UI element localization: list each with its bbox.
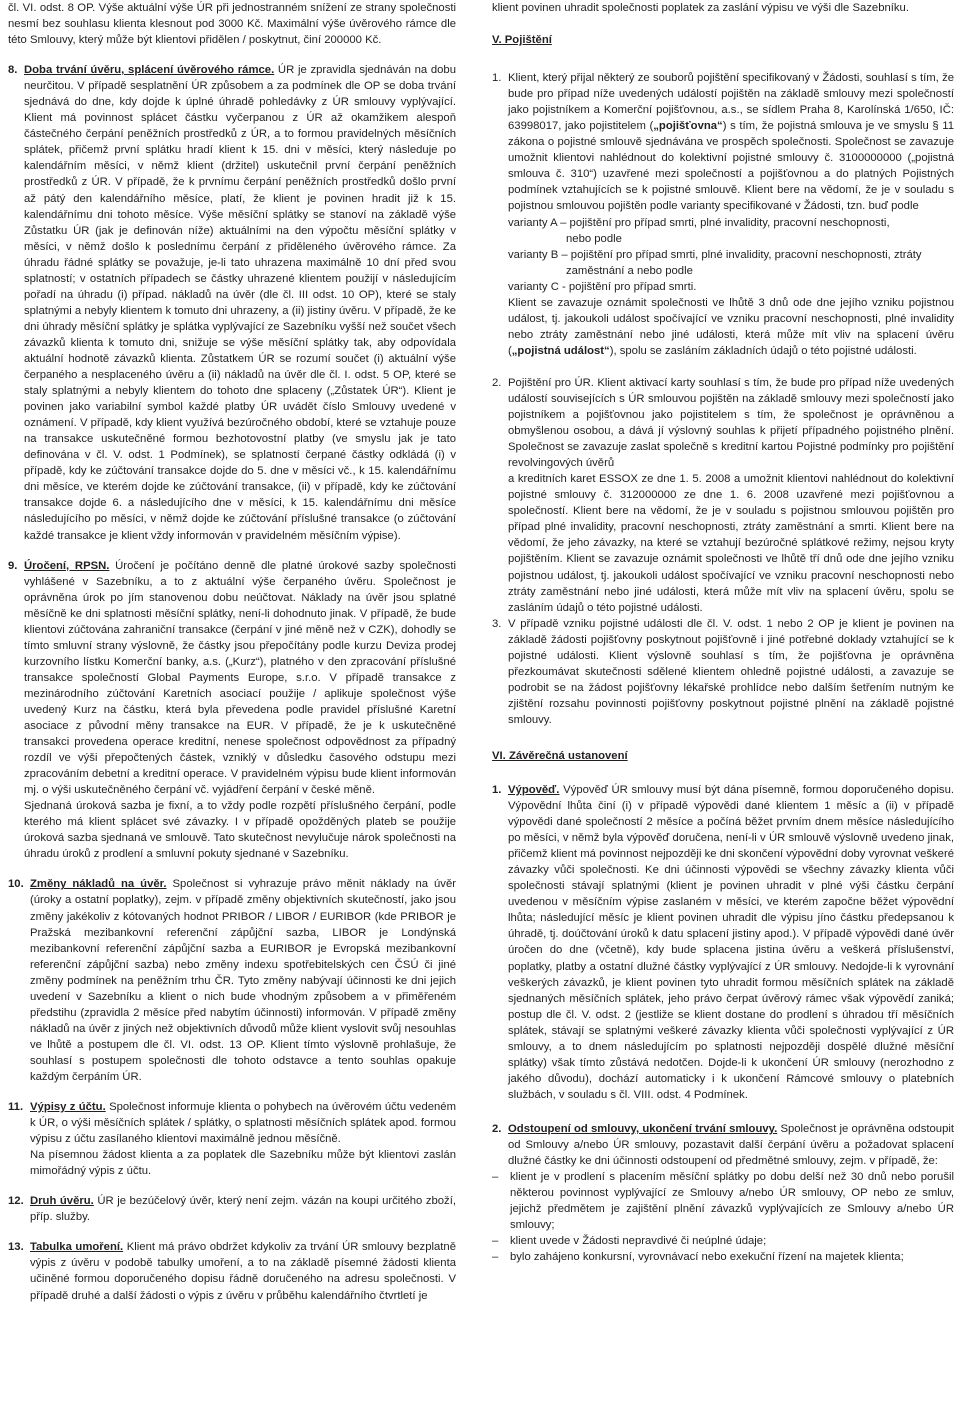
item-text: Pojištění pro ÚR. Klient aktivací karty souhlasí s tím, že bude pro případ níže uvedených událostí souvisejících s ÚR smlouvou pojištěn na základě smlouvy mezi společností jako pojistníkem a pojišťovnou jako pojistitelem s tím, že společnost je oprávněnou a obmyšlenou osobou, a dává jí výslovný souhlas k přijetí případného pojistného plnění. Společnost se zavazuje zaslat společně s kreditní kartou Pojistné podmínky pro pojištění revolvingových úvěrů (508, 376, 954, 470)
item-text: Společnost je oprávněna odstoupit od Smlouvy a/nebo ÚR smlouvy, pozastavit další čerpání úvěru a požadovat splacení dlužné částky ke dni účinnosti odstoupení od předmětné smlouvy, zejm. v případě, že: (508, 1122, 954, 1168)
section-text: ÚR je zpravidla sjednáván na dobu neurčitou. V případě sesplatnění ÚR způsobem a za podmínek dle OP se doba trvání sjednává do dne, kdy dojde k úplné úhradě pohledávky z ÚR smlouvy vyplývající. Klient má povinnost splácet částku vyčerpanou z ÚR až okamžikem alespoň částečného čerpání peněžních prostředků z ÚR, a to formou pravidelných měsíčních splátek, přičemž první splátku hradí klient k 15. dni v měsíci, který následuje po kalendářním měsíci, v němž klient (držitel) uskutečnil první čerpání peněžních prostředků z ÚR. V případě, že k prvnímu čerpání peněžních prostředků došlo první až pátý den kalendářního měsíce, platí, že klient je povinen hradit již k 15. kalendářnímu dni tohoto měsíce. Výše měsíční splátky se stanoví na základě výše Zůstatku ÚR (jak je definován níže) aktuálními na den výpočtu měsíční splátky v měsíci, v němž došlo k poslednímu čerpání z přiděleného úvěrového rámce. Za úhradu řádné splátky se považuje, je-li tato uhrazena maximálně 10 dní před svou splatností; v ostatních případech se částky uhrazené klientem použijí v následujícím pořadí na úhradu (i) případ. nákladů na úvěr (dle čl. III odst. 10 OP), které se staly splatnými a nebyly klientem k tomuto dni uhrazeny, a (ii) jistiny úvěru. V případě, že ke dni úhrady měsíční splátky je splátka vyplývající ze Sazebníku vyšší než součet všech závazků klienta k tomuto dni, snižuje se výše měsíční splátky tak, aby odpovídala aktuální hodnotě závazků klienta. Zůstatkem ÚR se rozumí součet (i) aktuální výše čerpaného a nesplaceného úvěru a (ii) nákladů na úvěr dle čl. I. odst. 5 OP, které se staly splatnými a nebyly klientem do tohoto dne splaceny („Zůstatek ÚR“). Klient je povinen jako variabilní symbol každé platby ÚR uvádět číslo Smlouvy uvedené v oznámení. V případě, kdy klient využívá bezúročného období, které se vztahuje pouze na transakce uskutečněné formou bezhotovostní platby (ve smyslu jak je tato definována v čl. V. odst. 1 Podmínek), se splatností čerpané částky odkládá (i) v případě, kdy ke zúčtování transakce dojde do 5. dne v měsíci vč., k 15. kalendářnímu dni měsíce, ve kterém dojde ke zúčtování transakce, (ii) v případě, kdy ke zúčtování transakce dojde 6. a následujícího dne v měsíci, k 15. kalendářnímu dni měsíce následujícího po měsíci, v němž dojde ke zúčtování příslušné transakce (o zúčtování každé transakce je klient vždy informován v pravidelném měsíčním výpise). (24, 64, 456, 542)
section-13 (8, 1239, 456, 1303)
section-heading-v (492, 32, 954, 48)
section-title: Tabulka umoření. (30, 1241, 124, 1254)
section-12 (8, 1193, 456, 1225)
item-text: Výpověď ÚR smlouvy musí být dána písemně, formou doporučeného dopisu. Výpovědní lhůta činí (i) v případě výpovědi dané klientem 1 měsíc a (ii) v případě výpovědi dané společností 2 měsíce a počíná běžet prvním dnem měsíce následujícího po měsíci, v němž byla výpověď doručena, není-li v ÚR smlouvě výslovně uvedeno jinak, přičemž klient má povinnost nejpozději ke dni skončení výpovědní doby vyrovnat veškeré závazky vůči společnosti. Ke dni účinnosti výpovědi se všechny závazky klienta vůči společnosti stávají splatnými (klient je povinen uhradit v plné výši částku čerpání uvedenou v měsíčním výpise zaslaném v měsíci, ve kterém započne běžet výpovědní lhůta; následující měsíc je klient povinen uhradit dle výpisu jíno částku předepsanou k úhradě, tj. doúčtování úroků k datu splacení jistiny apod.). V případě výpovědi dané úvěr úročen do dne (včetně), kdy bude splacena jistina úvěru a veškerá příslušenství, poplatky, platby a ostatní dlužné částky vyplývající z ÚR smlouvy. Nedojde-li k vyrovnání veškerých závazků, je klient povinen tyto uhradit formou měsíčních splátek na základě sjednaných měsíčních splátek, jeho právo čerpat úvěrový rámec však výpovědí zaniká; postup dle čl. V. odst. 2 (jestliže se klient dostane do prodlení s úhradou tří měsíčních splátek, stávají se splatnými veškeré závazky klienta vůči společnosti vyplývající z ÚR smlouvy, a to dnem následujícím po splatnosti nejpozději dospělé dlužné měsíční splátky) však tímto zůstává nedotčen. Dojde-li k ukončení ÚR smlouvy (nerozhodno z jakého důvodu), dochází automaticky i k ukončení Rámcové smlouvy o platebních službách, v souladu s čl. VIII. odst. 4 Podmínek. (508, 784, 954, 1101)
section-number: 8. (8, 64, 18, 77)
insurance-item-1 (492, 70, 954, 359)
final-item-2 (492, 1121, 954, 1265)
section-text: Společnost informuje klienta o pohybech na úvěrovém účtu vedeném k ÚR, o výši měsíčních splátek / splátky, o splatnosti měsíčních splátek apod. formou výpisu z účtu zasílaného klientovi maximálně jednou měsíčně. (30, 1101, 456, 1146)
section-title: Výpisy z účtu. (30, 1101, 106, 1114)
list-item (492, 1169, 954, 1233)
section-text: Klient má právo obdržet kdykoliv za trvání ÚR smlouvy bezplatně výpis z úvěru v podobě tabulky umoření, a to na základě písemné žádosti klienta učiněné formou doporučeného dopisu řádně doručeného na adresu společnosti. V případě druhé a další žádosti o výpis z úvěru v průběhu kalendářního čtvrtletí je (30, 1241, 456, 1302)
variant-b: varianty B – pojištění pro případ smrti, plné invalidity, pracovní neschopnosti, ztráty (508, 248, 922, 261)
section-text: Úročení je počítáno denně dle platné úrokové sazby společnosti vyhlášené v Sazebníku, a to z aktuální výše čerpaného úvěru. Společnost je oprávněna úrok po jím stanovenou dobu neúčtovat. Náklady na úvěr jsou splatné měsíčně ke dni splatnosti měsíční splátky, není-li dohodnuto jinak. V případě, že bude klientovi zúčtována zahraniční transakce (čerpání v jiné měně než v CZK), dohodly se tímto smluvní strany výslovně, že částky jsou přepočítány podle kurzu Deviza prodej kurzovního lístku Komerční banky, a.s. („Kurz“), platného v den zpracování příslušné transakce společností Global Payments Europe, s.r.o. V případě transakce z mezinárodního zúčtování Karetních asociací použije / aplikuje společnost výše uvedený Kurz na částku, která byla převedena podle pravidel příslušné Karetní asociace z původní měny transakce na EUR. V případě, že je k uskutečněné transakci provedena operace kreditní, nenese společnost odpovědnost za případný rozdíl ve výši přepočtených částek, vzniklý v důsledku časového odstupu mezi zpracováním debetní a kreditní operace. V pravidelném výpisu bude klient informován mj. o výši uskutečněného čerpání vč. vyjádření čerpání v české měně. (24, 559, 456, 797)
section-number: 9. (8, 559, 18, 572)
section-number: 10. (8, 878, 24, 891)
dash-marker: – (492, 1235, 499, 1248)
insurance-item-3 (492, 616, 954, 728)
left-column (8, 0, 456, 1304)
item-text-continued: a kreditních karet ESSOX ze dne 1. 5. 2008 a umožnit klientovi nahlédnout do kolektivní pojistné smlouvy č. 312000000 ze dne 1. 6. 2008 uzavřené mezi pojišťovnou a společností. Klient bere na vědomí, že je v souladu s pojistnou smlouvou pojištěn pro případ plné invalidity, pracovní neschopnosti, ztráty zaměstnání a smrti. Klient bere na vědomí, že jeho závazky, na které se vztahují bezúročné splátkové režimy, nejsou kryty pojištěním. Klient se zavazuje oznámit společnosti ve lhůtě tří dnů ode dne jejího vzniku pojistnou událost, tj. jakoukoli událost spočívající ve vzniku pracovní neschopnosti nebo ztráty zaměstnání nebo jiné události, která může mít vliv na splacení úvěru, spolu se zasláním údajů o této pojistné události. (508, 473, 954, 614)
heading-text: V. Pojištění (492, 34, 552, 47)
list-item-text: bylo zahájeno konkursní, vyrovnávací nebo exekuční řízení na majetek klienta; (510, 1251, 904, 1264)
section-text: Společnost si vyhrazuje právo měnit náklady na úvěr (úroky a ostatní poplatky), zejm. v případě změny objektivních skutečností, jako jsou změny jakékoliv z kótovaných hodnot PRIBOR / LIBOR / EURIBOR (kde PRIBOR je Pražská mezibankovní referenční zápůjční sazba, LIBOR je Londýnská mezibankovní referenční zápůjční sazba a EURIBOR je Evropská mezibankovní referenční zápůjční sazba) nebo změny indexu spotřebitelských cen ČSÚ či jiné změny podmínek na peněžním trhu ČR. Tyto změny nabývají účinnosti ke dni jejich uvedení v Sazebníku a klient o nich bude vhodným způsobem a v přiměřeném předstihu (zpravidla 2 měsíce před nabytím účinnosti) informován. V případě změny nákladů na úvěr z jiných než objektivních důvodů může klient vyslovit svůj nesouhlas ve lhůtě a postupem dle čl. VI. odst. 13 OP. Klient tímto výslovně prohlašuje, že souhlasí s postupem společnosti dle tohoto odstavce a tento souhlas opakuje každým čerpáním ÚR. (30, 878, 456, 1083)
insurance-item-2 (492, 375, 954, 616)
item-text: Klient se zavazuje oznámit společnosti ve lhůtě 3 dnů ode dne jejího vzniku pojistnou událost, tj. jakoukoli událost spočívající ve vzniku pracovní neschopnosti, plné invalidity nebo ztráty zaměstnání nebo jiné události, která může mít vliv na splacení úvěru ( (508, 296, 954, 357)
item-number: 2. (492, 1122, 502, 1135)
intro-paragraph: klient povinen uhradit společnosti poplatek za zaslání výpisu ve výši dle Sazebníku. (492, 2, 909, 14)
intro-paragraph: čl. VI. odst. 8 OP. Výše aktuální výše ÚR při jednostranném snížení ze strany společnosti nesmí bez souhlasu klienta klesnout pod 3000 Kč. Maximální výše úvěrového rámce dle této Smlouvy, který může být klientovi přidělen / poskytnut, činí 200000 Kč. (8, 2, 456, 47)
section-number: 13. (8, 1241, 24, 1254)
item-text: Klient, který přijal některý ze souborů pojištění specifikovaný v Žádosti, souhlasí s tím, že bude pro případ níže uvedených událostí pojištěn na základě smlouvy mezi společností jako pojistníkem a Komerční pojišťovnou, a.s., se sídlem Praha 8, Karolínská 1/650, IČ: 63998017, jako pojistitelem ( (508, 72, 954, 133)
section-text-continued: Sjednaná úroková sazba je fixní, a to vždy podle rozpětí příslušného čerpání, podle kterého má klient splácet své závazky. I v případě opožděných plateb se použije úroková sazba sjednaná ve smlouvě. Tato skutečnost nevylučuje nárok společnosti na úhradu úroků z prodlení a smluvní pokuty sjednané v Sazebníku. (24, 800, 456, 861)
section-8 (8, 62, 456, 543)
item-number: 2. (492, 376, 502, 389)
list-item-text: klient je v prodlení s placením měsíční splátky po dobu delší než 30 dnů nebo porušil některou povinnost vyplývající ze Smlouvy a/nebo ÚR smlouvy, OP nebo ze smluv, jejichž předmětem je zajištění plnění závazků vyplývajících ze Smlouvy a/nebo ÚR smlouvy; (510, 1171, 954, 1232)
item-title: Odstoupení od smlouvy, ukončení trvání smlouvy. (508, 1122, 778, 1135)
section-title: Úročení, RPSN. (24, 559, 110, 572)
section-9 (8, 558, 456, 863)
item-text: V případě vzniku pojistné události dle čl. V. odst. 1 nebo 2 OP je klient je povinen na základě žádosti pojišťovny poskytnout pojišťovně i jiné potřebné doklady vztahující se k pojistné události. Klient výslovně souhlasí s tím, že pojišťovna je oprávněna přezkoumávat skutečnosti sdělené klientem ohledně pojistné události, a zavazuje se podrobit se na žádost pojišťovny lékařské prohlídce nebo dalším šetřením nutným ke zjištění rozsahu povinnosti pojišťovny poskytnout pojistné plnění na základě pojistné smlouvy. (508, 617, 954, 726)
section-number: 12. (8, 1195, 24, 1208)
dash-marker: – (492, 1171, 499, 1184)
section-text: ÚR je bezúčelový úvěr, který není zejm. vázán na koupi určitého zboží, příp. služby. (30, 1195, 456, 1224)
section-number: 11. (8, 1101, 24, 1114)
item-text: ) s tím, že pojistná smlouva je ve smyslu § 11 zákona o pojistné smlouvě sjednávána ve prospěch společnosti. Společnost se zavazuje umožnit klientovi nahlédnout do kolektivní pojistné smlouvy č. 3100000000 („pojistná smlouva č. 310“) uzavřené mezi společností a pojišťovnou a do platných Pojistných podmínek vztahujících se k pojistné smlouvě. Klient bere na vědomí, že je v souladu s pojistnou smlouvou pojištěn podle varianty specifikované v Žádosti, tzn. buď podle (508, 120, 954, 213)
section-10 (8, 876, 456, 1085)
variant-b-cont: zaměstnání a nebo podle (566, 264, 693, 277)
item-number: 3. (492, 617, 502, 630)
defined-term: „pojistná událost“ (511, 344, 610, 357)
item-number: 1. (492, 72, 502, 85)
item-title: Výpověď. (508, 784, 560, 797)
section-title: Změny nákladů na úvěr. (30, 878, 167, 891)
list-item-text: klient uvede v Žádosti nepravdivé či neúplné údaje; (510, 1235, 767, 1248)
variant-a-cont: nebo podle (566, 232, 622, 245)
section-11 (8, 1099, 456, 1179)
right-column (492, 0, 954, 1265)
list-item (492, 1249, 954, 1265)
section-title: Doba trvání úvěru, splácení úvěrového rámce. (24, 64, 275, 77)
heading-text: VI. Závěrečná ustanovení (492, 749, 628, 762)
item-number: 1. (492, 784, 502, 797)
defined-term: „pojišťovna“ (653, 120, 723, 133)
final-item-1 (492, 782, 954, 1103)
section-text-continued: Na písemnou žádost klienta a za poplatek dle Sazebníku může být klientovi zaslán mimořádný výpis z účtu. (30, 1149, 456, 1178)
section-heading-vi (492, 748, 954, 764)
variant-c: varianty C - pojištění pro případ smrti. (508, 280, 697, 293)
variant-a: varianty A – pojištění pro případ smrti, plné invalidity, pracovní neschopnosti, (508, 216, 890, 229)
dash-marker: – (492, 1251, 499, 1264)
list-item (492, 1233, 954, 1249)
section-title: Druh úvěru. (30, 1195, 94, 1208)
item-text: ), spolu se zasláním základních údajů o této pojistné události. (609, 344, 917, 357)
